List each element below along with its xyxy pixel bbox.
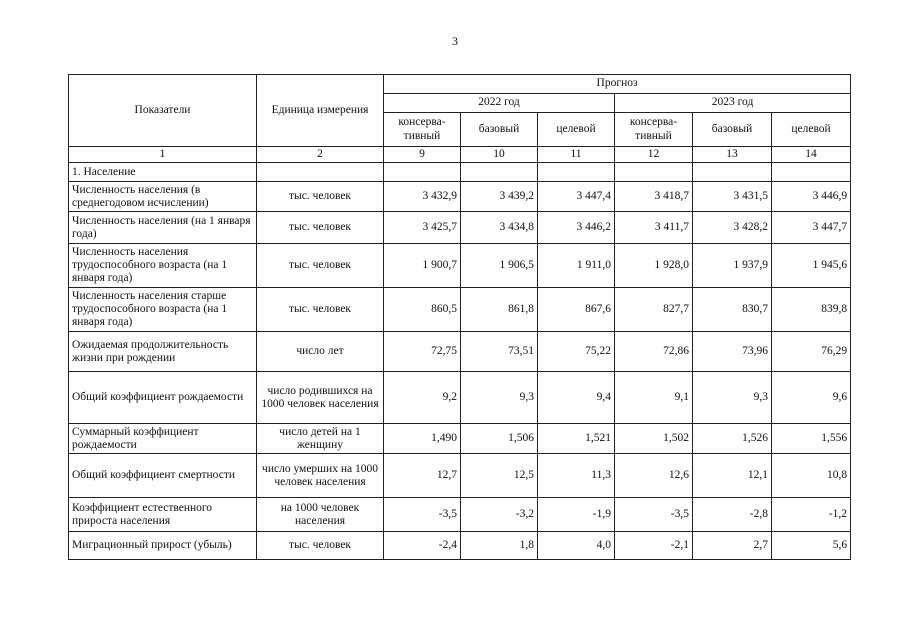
row-value: 9,1 [615, 372, 693, 424]
row-value: 76,29 [772, 332, 851, 372]
row-value: 1 945,6 [772, 244, 851, 288]
forecast-table [68, 74, 851, 560]
row-value: 860,5 [384, 288, 461, 332]
row-value: 5,6 [772, 532, 851, 560]
column-number: 10 [461, 147, 538, 163]
row-value: 4,0 [538, 532, 615, 560]
row-value: -2,1 [615, 532, 693, 560]
row-value: 12,1 [693, 454, 772, 498]
row-unit: число лет [257, 332, 384, 372]
row-unit: тыс. человек [257, 532, 384, 560]
row-value: -1,2 [772, 498, 851, 532]
row-value: 3 439,2 [461, 182, 538, 212]
row-unit: число детей на 1 женщину [257, 424, 384, 454]
row-value: 3 428,2 [693, 212, 772, 244]
row-value: 9,6 [772, 372, 851, 424]
row-value: 1 911,0 [538, 244, 615, 288]
column-number: 12 [615, 147, 693, 163]
row-indicator: Численность населения старше трудоспособного возраста (на 1 января года) [69, 288, 257, 332]
row-indicator: Численность населения трудоспособного возраста (на 1 января года) [69, 244, 257, 288]
row-value: 3 431,5 [693, 182, 772, 212]
row-value: 3 447,4 [538, 182, 615, 212]
row-unit: число умерших на 1000 человек населения [257, 454, 384, 498]
row-indicator: Миграционный прирост (убыль) [69, 532, 257, 560]
row-indicator: Суммарный коэффициент рождаемости [69, 424, 257, 454]
row-value: 1 928,0 [615, 244, 693, 288]
row-value: -2,4 [384, 532, 461, 560]
row-unit: тыс. человек [257, 244, 384, 288]
row-value: 3 446,2 [538, 212, 615, 244]
row-value: 1 906,5 [461, 244, 538, 288]
row-value: -3,5 [384, 498, 461, 532]
row-value: 3 432,9 [384, 182, 461, 212]
row-value: 9,2 [384, 372, 461, 424]
column-number: 14 [772, 147, 851, 163]
row-indicator: Общий коэффициент смертности [69, 454, 257, 498]
row-value: 73,96 [693, 332, 772, 372]
row-value: 12,6 [615, 454, 693, 498]
row-unit: число родившихся на 1000 человек населения [257, 372, 384, 424]
header-unit: Единица измерения [257, 75, 384, 147]
row-value: 9,4 [538, 372, 615, 424]
row-unit: тыс. человек [257, 182, 384, 212]
header-year-2022: 2022 год [384, 94, 615, 113]
header-variant: базовый [693, 113, 772, 147]
table-row [69, 212, 851, 244]
page-number: 3 [452, 34, 458, 48]
table-row [69, 244, 851, 288]
row-value: 9,3 [693, 372, 772, 424]
row-value: 3 418,7 [615, 182, 693, 212]
column-number: 13 [693, 147, 772, 163]
row-value: 1,521 [538, 424, 615, 454]
row-value: 3 411,7 [615, 212, 693, 244]
row-value: 830,7 [693, 288, 772, 332]
row-value: 1,502 [615, 424, 693, 454]
row-value: 72,75 [384, 332, 461, 372]
row-value: -3,5 [615, 498, 693, 532]
row-value: 1,556 [772, 424, 851, 454]
column-number: 11 [538, 147, 615, 163]
row-value: 1,526 [693, 424, 772, 454]
column-number: 2 [257, 147, 384, 163]
table-row [69, 498, 851, 532]
header-forecast: Прогноз [384, 75, 851, 94]
row-value: 73,51 [461, 332, 538, 372]
row-value: 72,86 [615, 332, 693, 372]
row-value: 1,8 [461, 532, 538, 560]
header-variant: базовый [461, 113, 538, 147]
table-row [69, 532, 851, 560]
row-value: 1 900,7 [384, 244, 461, 288]
row-unit: тыс. человек [257, 212, 384, 244]
header-year-2023: 2023 год [615, 94, 851, 113]
row-value: 12,5 [461, 454, 538, 498]
row-value: 1,490 [384, 424, 461, 454]
column-number: 1 [69, 147, 257, 163]
row-value: 3 434,8 [461, 212, 538, 244]
header-indicators: Показатели [69, 75, 257, 147]
row-value: -3,2 [461, 498, 538, 532]
section-title: 1. Население [69, 163, 257, 182]
row-value: 3 447,7 [772, 212, 851, 244]
row-value: 839,8 [772, 288, 851, 332]
row-indicator: Коэффициент естественного прироста населения [69, 498, 257, 532]
row-value: 1 937,9 [693, 244, 772, 288]
row-value: 3 446,9 [772, 182, 851, 212]
table-row [69, 424, 851, 454]
table-row [69, 332, 851, 372]
row-value: 10,8 [772, 454, 851, 498]
row-value: 1,506 [461, 424, 538, 454]
row-indicator: Численность населения (на 1 января года) [69, 212, 257, 244]
header-variant: консерва-тивный [384, 113, 461, 147]
table-row [69, 372, 851, 424]
row-value: -1,9 [538, 498, 615, 532]
header-variant: целевой [772, 113, 851, 147]
table-row [69, 288, 851, 332]
row-value: 867,6 [538, 288, 615, 332]
table-row [69, 182, 851, 212]
row-value: -2,8 [693, 498, 772, 532]
row-value: 861,8 [461, 288, 538, 332]
row-unit: на 1000 человек населения [257, 498, 384, 532]
row-indicator: Общий коэффициент рождаемости [69, 372, 257, 424]
row-value: 827,7 [615, 288, 693, 332]
column-number: 9 [384, 147, 461, 163]
row-value: 2,7 [693, 532, 772, 560]
header-variant: консерва-тивный [615, 113, 693, 147]
header-variant: целевой [538, 113, 615, 147]
row-value: 9,3 [461, 372, 538, 424]
row-value: 3 425,7 [384, 212, 461, 244]
row-indicator: Ожидаемая продолжительность жизни при рождении [69, 332, 257, 372]
table-row [69, 454, 851, 498]
row-unit: тыс. человек [257, 288, 384, 332]
row-value: 75,22 [538, 332, 615, 372]
row-indicator: Численность населения (в среднегодовом исчислении) [69, 182, 257, 212]
row-value: 11,3 [538, 454, 615, 498]
row-value: 12,7 [384, 454, 461, 498]
